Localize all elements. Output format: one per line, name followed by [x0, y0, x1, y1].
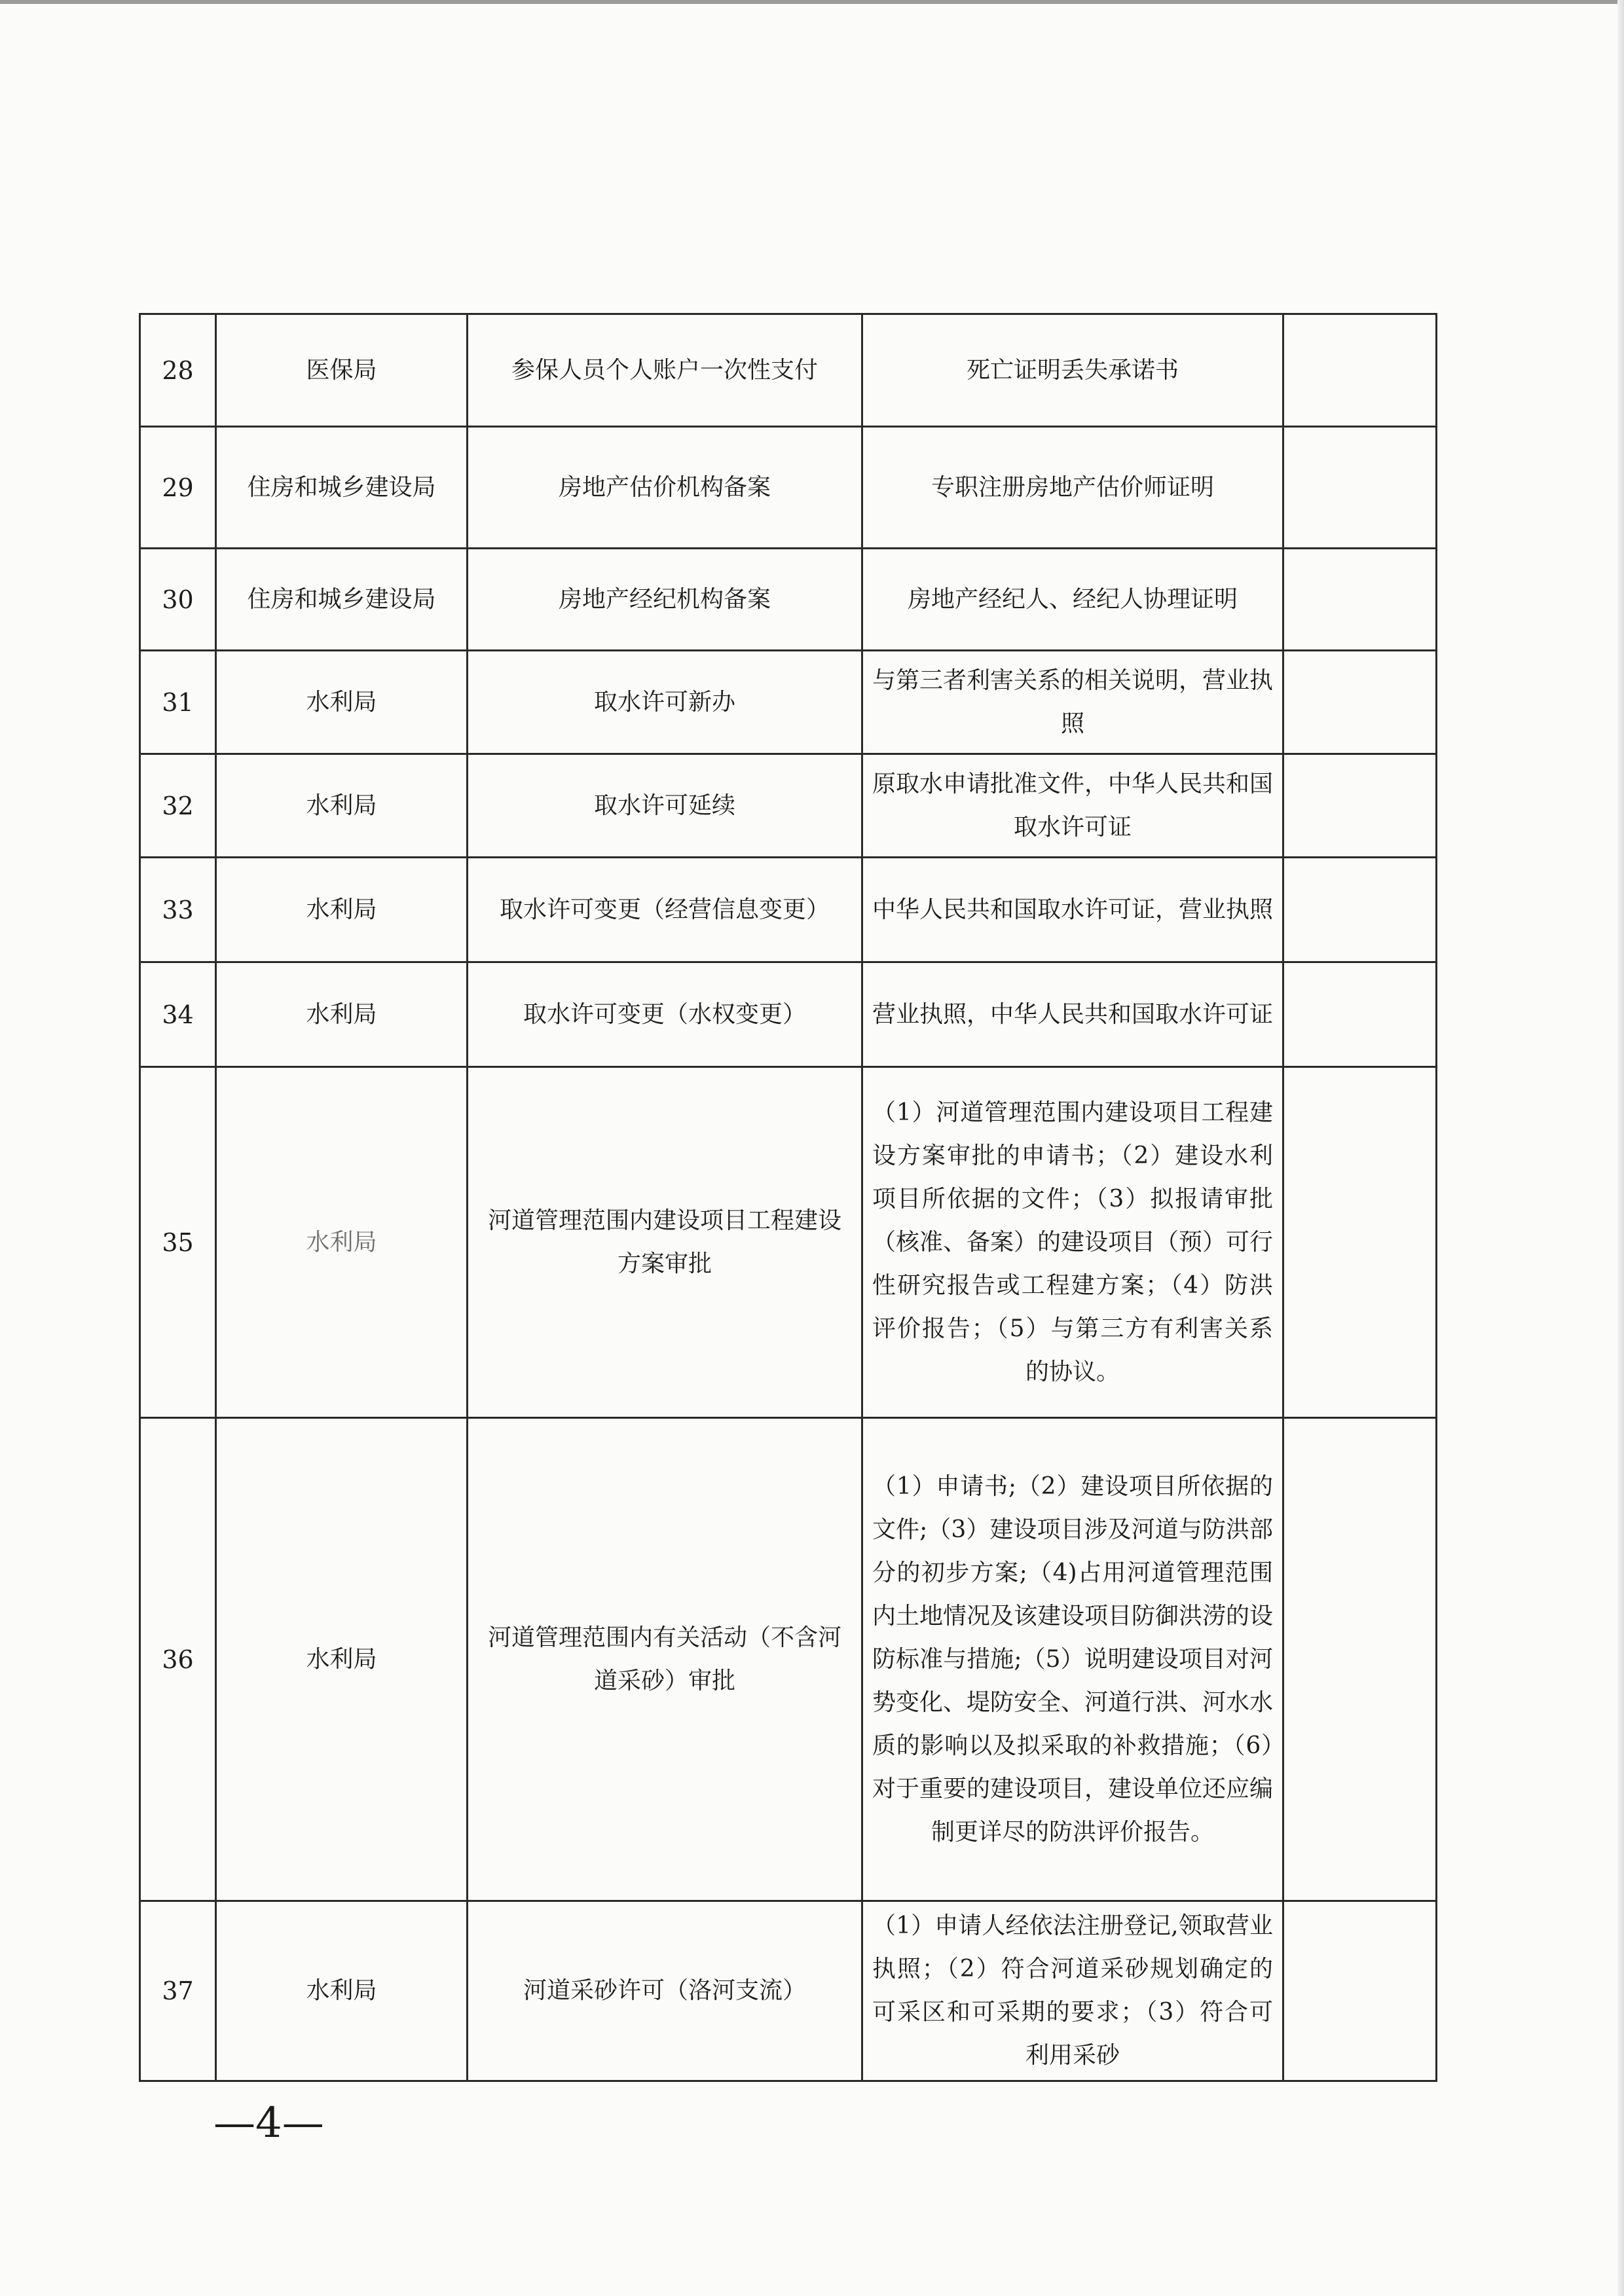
scan-edge-top	[0, 0, 1624, 4]
material-cell: 原取水申请批准文件，中华人民共和国取水许可证	[862, 754, 1283, 858]
row-number: 32	[140, 754, 216, 858]
item-cell: 取水许可变更（水权变更）	[468, 962, 862, 1067]
item-cell: 取水许可新办	[468, 651, 862, 754]
table-row	[140, 1067, 1437, 1418]
department-cell: 水利局	[216, 1067, 468, 1418]
department-cell: 水利局	[216, 1418, 468, 1901]
material-cell: 与第三者利害关系的相关说明，营业执照	[862, 651, 1283, 754]
row-number: 30	[140, 549, 216, 651]
row-number: 34	[140, 962, 216, 1067]
material-cell: 中华人民共和国取水许可证，营业执照	[862, 858, 1283, 962]
table-row	[140, 754, 1437, 858]
department-cell: 水利局	[216, 1901, 468, 2081]
material-cell: （1）河道管理范围内建设项目工程建设方案审批的申请书；（2）建设水利项目所依据的文件；（3）拟报请审批（核准、备案）的建设项目（预）可行性研究报告或工程建方案；（4）防洪评价报告；（5）与第三方有利害关系的协议。	[862, 1067, 1283, 1418]
department-cell: 住房和城乡建设局	[216, 427, 468, 549]
item-cell: 河道管理范围内建设项目工程建设方案审批	[468, 1067, 862, 1418]
row-number: 36	[140, 1418, 216, 1901]
table-row	[140, 427, 1437, 549]
item-cell: 取水许可延续	[468, 754, 862, 858]
material-cell: （1）申请书;（2）建设项目所依据的文件;（3）建设项目涉及河道与防洪部分的初步方案;（4)占用河道管理范围内土地情况及该建设项目防御洪涝的设防标准与措施;（5）说明建设项目对河势变化、堤防安全、河道行洪、河水水质的影响以及拟采取的补救措施；（6）对于重要的建设项目，建设单位还应编制更详尽的防洪评价报告。	[862, 1418, 1283, 1901]
table-row	[140, 858, 1437, 962]
row-number: 28	[140, 314, 216, 427]
note-cell	[1283, 427, 1437, 549]
table-row	[140, 1901, 1437, 2081]
note-cell	[1283, 651, 1437, 754]
item-cell: 参保人员个人账户一次性支付	[468, 314, 862, 427]
department-cell: 医保局	[216, 314, 468, 427]
page-number: —4—	[213, 2099, 324, 2147]
item-cell: 河道采砂许可（洛河支流）	[468, 1901, 862, 2081]
row-number: 31	[140, 651, 216, 754]
department-cell: 水利局	[216, 858, 468, 962]
row-number: 33	[140, 858, 216, 962]
row-number: 35	[140, 1067, 216, 1418]
table-row	[140, 1418, 1437, 1901]
item-cell: 取水许可变更（经营信息变更）	[468, 858, 862, 962]
row-number: 29	[140, 427, 216, 549]
item-cell: 河道管理范围内有关活动（不含河道采砂）审批	[468, 1418, 862, 1901]
table-row	[140, 962, 1437, 1067]
note-cell	[1283, 962, 1437, 1067]
table-row	[140, 549, 1437, 651]
note-cell	[1283, 549, 1437, 651]
note-cell	[1283, 1418, 1437, 1901]
department-cell: 水利局	[216, 962, 468, 1067]
note-cell	[1283, 1901, 1437, 2081]
item-cell: 房地产经纪机构备案	[468, 549, 862, 651]
table-row	[140, 651, 1437, 754]
matters-table	[139, 313, 1437, 2082]
material-cell: 专职注册房地产估价师证明	[862, 427, 1283, 549]
note-cell	[1283, 1067, 1437, 1418]
note-cell	[1283, 314, 1437, 427]
note-cell	[1283, 858, 1437, 962]
material-cell: （1）申请人经依法注册登记,领取营业执照；（2）符合河道采砂规划确定的可采区和可采期的要求；（3）符合可利用采砂	[862, 1901, 1283, 2081]
row-number: 37	[140, 1901, 216, 2081]
table-row	[140, 314, 1437, 427]
material-cell: 死亡证明丢失承诺书	[862, 314, 1283, 427]
material-cell: 房地产经纪人、经纪人协理证明	[862, 549, 1283, 651]
department-cell: 水利局	[216, 754, 468, 858]
material-cell: 营业执照，中华人民共和国取水许可证	[862, 962, 1283, 1067]
department-cell: 住房和城乡建设局	[216, 549, 468, 651]
department-cell: 水利局	[216, 651, 468, 754]
item-cell: 房地产估价机构备案	[468, 427, 862, 549]
scan-edge-right	[1617, 0, 1624, 2296]
note-cell	[1283, 754, 1437, 858]
